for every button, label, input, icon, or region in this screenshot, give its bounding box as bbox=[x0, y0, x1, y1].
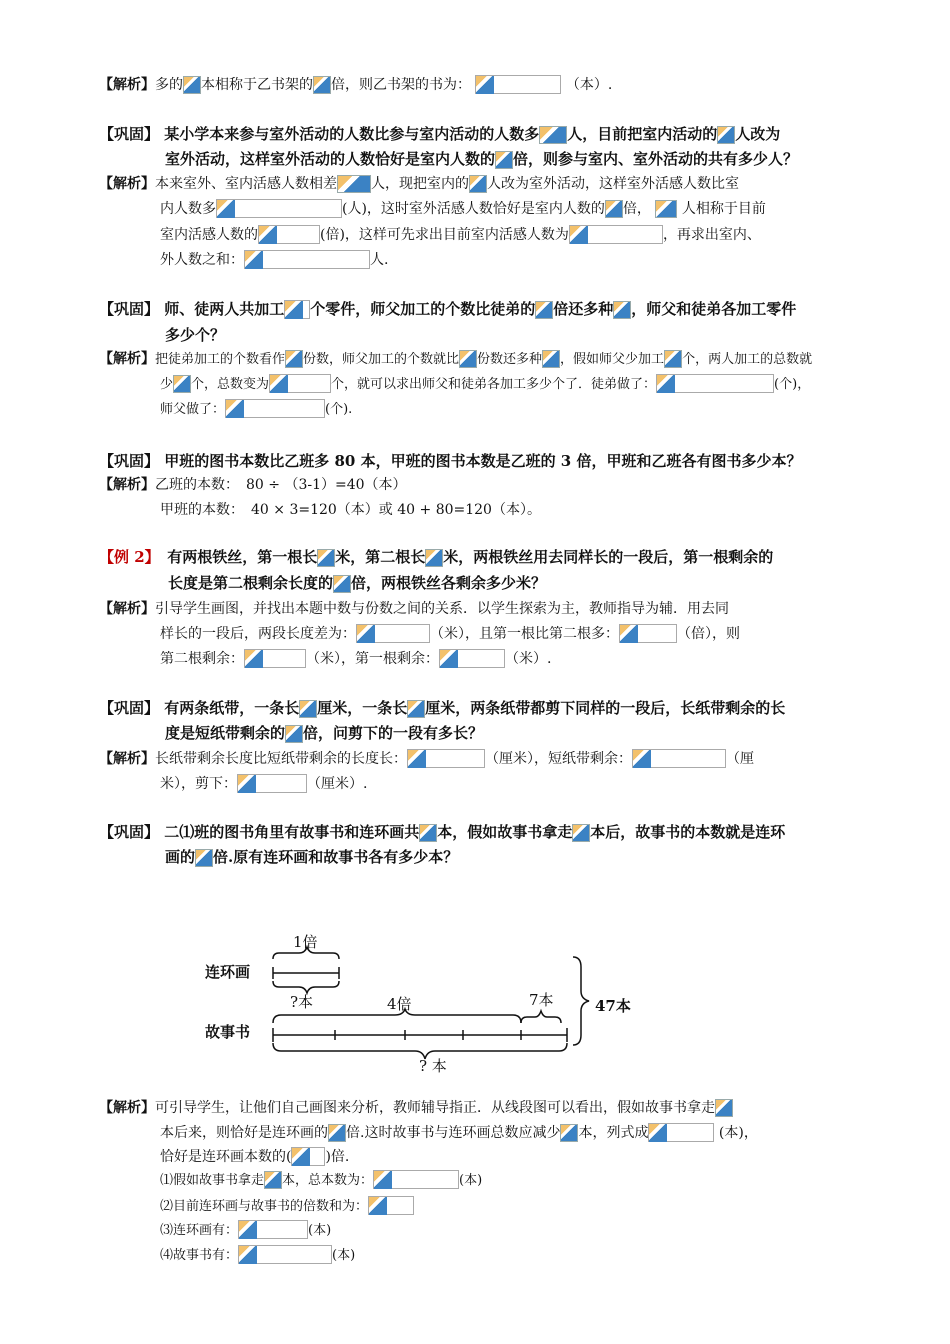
formula-image bbox=[542, 350, 560, 368]
consolidate-line: 【巩固】 有两条纸带，一条长 厘米，一条长 厘米，两条纸带都剪下同样的一段后，长纸带剩余的长 bbox=[99, 699, 786, 717]
formula-image bbox=[655, 200, 677, 218]
formula-box bbox=[258, 225, 320, 244]
formula-box bbox=[356, 624, 430, 643]
formula-box bbox=[291, 1147, 325, 1166]
consolidate-line: 【巩固】 甲班的图书本数比乙班多 80 本，甲班的图书本数是乙班的 3 倍，甲班和乙班各有图书多少本？ bbox=[99, 452, 802, 470]
formula-image bbox=[419, 824, 437, 842]
formula-box bbox=[656, 374, 774, 393]
formula-box bbox=[407, 749, 485, 768]
formula-image bbox=[285, 350, 303, 368]
consolidate-line: 【巩固】 二⑴班的图书角里有故事书和连环画共 本，假如故事书拿走 本后，故事书的本数就是连环 bbox=[99, 823, 786, 841]
formula-box bbox=[225, 399, 325, 418]
formula-image bbox=[183, 76, 201, 94]
formula-image bbox=[572, 824, 590, 842]
formula-image bbox=[337, 175, 371, 193]
formula-image bbox=[333, 575, 351, 593]
one-times-label: 1倍 bbox=[293, 933, 318, 951]
analysis-line: 【解析】可引导学生，让他们自己画图来分析，教师辅导指正．从线段图可以看出，假如故事书拿走 bbox=[99, 1097, 733, 1119]
section-tag: 【解析】 bbox=[99, 77, 155, 93]
formula-image bbox=[535, 301, 553, 319]
analysis-line: 【解析】多的 本相称于乙书架的 倍，则乙书架的书为： （本）. bbox=[99, 77, 613, 93]
analysis-line: 【解析】长纸带剩余长度比短纸带剩余的长度长： （厘米），短纸带剩余： （厘 bbox=[99, 751, 754, 767]
formula-box bbox=[648, 1123, 714, 1142]
story-label: 故事书 bbox=[205, 1023, 251, 1041]
formula-box bbox=[284, 300, 310, 319]
formula-image bbox=[717, 126, 735, 144]
analysis-line: 【解析】乙班的本数： 80 ÷ （3-1）=40（本） bbox=[99, 477, 407, 493]
formula-box bbox=[216, 199, 342, 218]
formula-image bbox=[560, 1124, 578, 1142]
formula-image bbox=[459, 350, 477, 368]
formula-box bbox=[475, 75, 561, 94]
formula-image bbox=[264, 1171, 282, 1189]
example-line: 【例 2】 有两根铁丝，第一根长 米，第二根长 米，两根铁丝用去同样长的一段后，第一根剩余的 bbox=[99, 548, 774, 566]
formula-box bbox=[368, 1196, 414, 1215]
formula-image bbox=[539, 126, 567, 144]
formula-image bbox=[425, 549, 443, 567]
formula-box bbox=[244, 649, 306, 668]
seven-ben-label: 7本 bbox=[529, 991, 554, 1009]
formula-box bbox=[439, 649, 505, 668]
formula-box bbox=[569, 225, 663, 244]
formula-box bbox=[619, 624, 677, 643]
formula-image bbox=[195, 849, 213, 867]
formula-image bbox=[664, 350, 682, 368]
formula-image bbox=[313, 76, 331, 94]
formula-image bbox=[715, 1099, 733, 1117]
formula-box bbox=[237, 774, 307, 793]
formula-image bbox=[328, 1124, 346, 1142]
consolidate-line: 【巩固】 某小学本来参与室外活动的人数比参与室内活动的人数多 人，目前把室内活动的 人改为 bbox=[99, 125, 781, 143]
formula-box bbox=[238, 1245, 332, 1264]
formula-image bbox=[285, 725, 303, 743]
analysis-line: 【解析】把徒弟加工的个数看作 份数，师父加工的个数就比 份数还多种 ，假如师父少加工 个，两人加工的总数就 bbox=[99, 351, 813, 367]
formula-image bbox=[299, 700, 317, 718]
q-ben-top-label: ?本 bbox=[290, 993, 314, 1011]
formula-image bbox=[407, 700, 425, 718]
comic-label: 连环画 bbox=[205, 963, 251, 981]
analysis-line: 【解析】引导学生画图，并找出本题中数与份数之间的关系．以学生探索为主，教师指导为辅．用去同 bbox=[99, 601, 729, 617]
formula-image bbox=[613, 301, 631, 319]
formula-box bbox=[632, 749, 726, 768]
total-label: 47本 bbox=[595, 997, 631, 1015]
formula-box bbox=[238, 1220, 308, 1239]
formula-image bbox=[605, 200, 623, 218]
formula-image bbox=[173, 375, 191, 393]
analysis-line: 【解析】本来室外、室内活感人数相差 人，现把室内的 人改为室外活动，这样室外活感人数比室 bbox=[99, 176, 739, 192]
formula-image bbox=[469, 175, 487, 193]
formula-box bbox=[269, 374, 331, 393]
formula-box bbox=[373, 1170, 459, 1189]
formula-image bbox=[495, 151, 513, 169]
consolidate-line: 【巩固】 师、徒两人共加工 个零件，师父加工的个数比徒弟的 倍还多种 ，师父和徒弟各加工零件 bbox=[99, 300, 797, 318]
four-times-label: 4倍 bbox=[387, 995, 412, 1013]
q-ben-bottom-label: ? 本 bbox=[419, 1057, 447, 1075]
formula-box bbox=[244, 250, 370, 269]
line-segment-diagram bbox=[195, 925, 655, 1085]
formula-image bbox=[317, 549, 335, 567]
